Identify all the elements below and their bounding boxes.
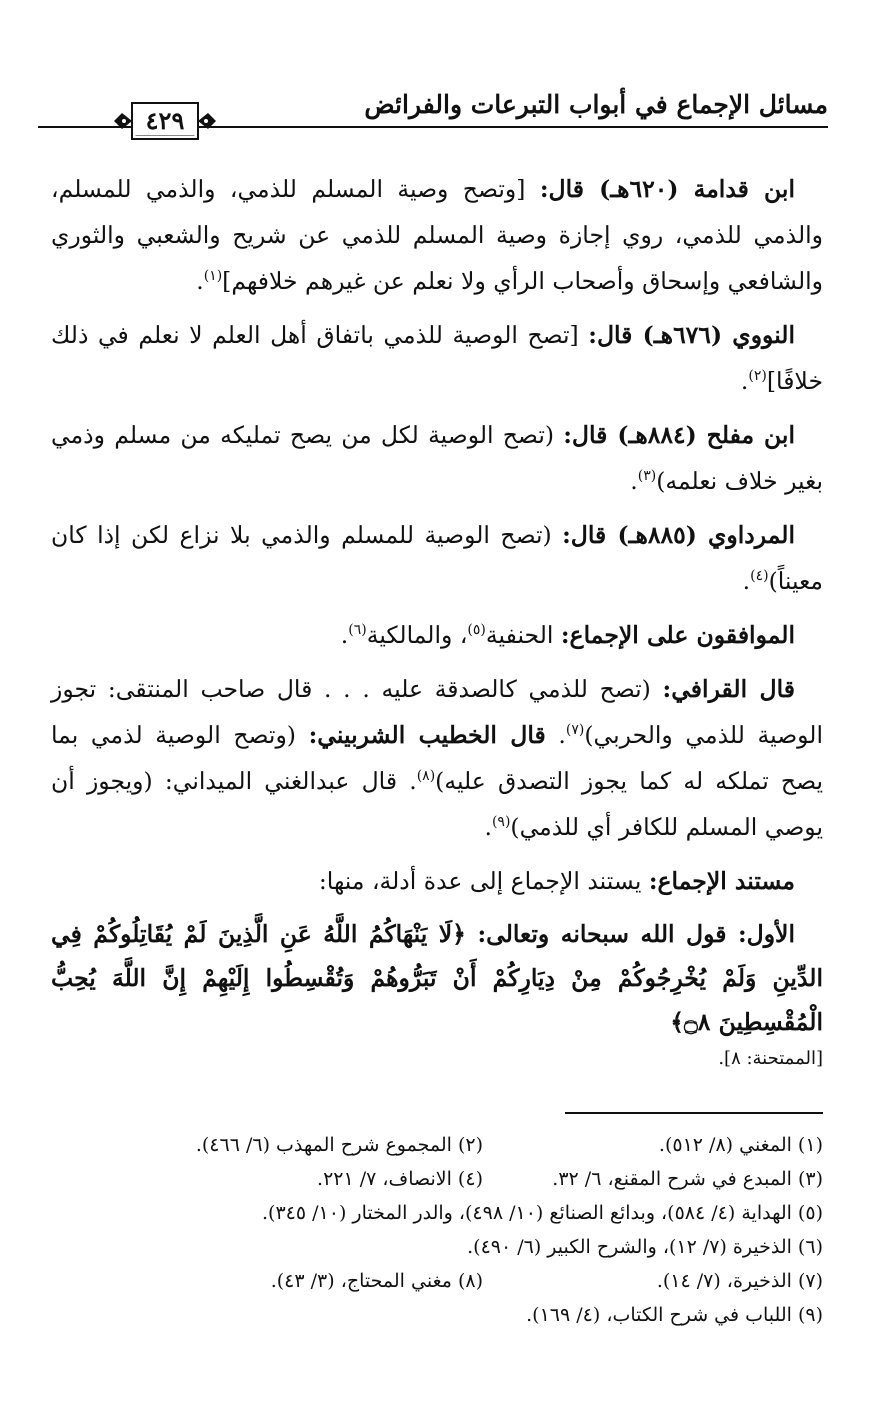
main-text — [51, 166, 823, 1074]
footnote-1: (١) المغني (٨/ ٥١٢). — [658, 1134, 823, 1156]
paragraph-agreeing-schools — [51, 612, 823, 658]
scholar-name: ابن مفلح (٨٨٤هـ) قال: — [563, 421, 795, 449]
quran-verse: ﴿لَا يَنْهَاكُمُ اللَّهُ عَنِ الَّذِينَ لَمْ يُقَاتِلُوكُمْ فِي الدِّينِ وَلَمْ يُخْرِجُوكُمْ مِنْ دِيَارِكُمْ أَنْ تَبَرُّوهُمْ وَتُقْسِطُوا إِلَيْهِمْ إِنَّ اللَّهَ يُحِبُّ الْمُقْسِطِينَ ۝٨﴾ — [51, 920, 823, 1036]
page-header — [38, 86, 828, 140]
quote-text: (تصح الوصية للمسلم والذمي بلا نزاع لكن إذا كان معيناً) — [51, 521, 823, 595]
quote-text: . قال عبدالغني الميداني: (ويجوز أن يوصي المسلم للكافر أي للذمي) — [51, 767, 823, 841]
paragraph-ibn-qudamah — [51, 166, 823, 304]
footnote-6: (٦) الذخيرة (٧/ ١٢)، والشرح الكبير (٦/ ٤٩٠). — [467, 1236, 823, 1258]
footnote-ref: (٩) — [491, 814, 511, 831]
scholar-name: قال القرافي: — [662, 675, 795, 703]
page-number: ٤٢٩ — [134, 106, 196, 135]
footnote-ref: (٣) — [637, 468, 657, 485]
footnote-ref: (٤) — [750, 568, 769, 585]
verse-citation: [الممتحنة: ٨]. — [718, 1048, 823, 1069]
scholar-name: قال الخطيب الشربيني: — [308, 721, 546, 749]
period: . — [740, 367, 749, 395]
body-text: يستند الإجماع إلى عدة أدلة، منها: — [318, 867, 649, 895]
running-title: مسائل الإجماع في أبواب التبرعات والفرائض — [364, 90, 828, 119]
footnote-row — [51, 1162, 823, 1196]
footnote-ref: (٦) — [348, 622, 367, 639]
page-number-ornament — [110, 100, 220, 142]
section-label: مستند الإجماع: — [648, 867, 795, 895]
school-hanafi: الحنفية — [485, 621, 561, 649]
paragraph-mardawi — [51, 512, 823, 604]
paragraph-qarafi — [51, 666, 823, 850]
footnote-4: (٤) الانصاف، ٧/ ٢٢١. — [317, 1168, 483, 1190]
section-label: الموافقون على الإجماع: — [560, 621, 795, 649]
footnote-ref: (٢) — [748, 368, 767, 385]
quote-text: [وتصح وصية المسلم للذمي، والذمي للمسلم، والذمي للذمي، روي إجازة وصية المسلم للذمي عن شريح والشعبي والثوري والشافعي وإسحاق وأصحاب الرأي ولا نعلم عن غيرهم خلافهم] — [51, 175, 823, 295]
period: . — [484, 813, 492, 841]
footnote-5: (٥) الهداية (٤/ ٥٨٤)، وبدائع الصنائع (١٠/ ٤٩٨)، والدر المختار (١٠/ ٣٤٥). — [261, 1202, 823, 1224]
separator: . — [545, 721, 566, 749]
paragraph-ibn-muflih — [51, 412, 823, 504]
footnote-7: (٧) الذخيرة، (٧/ ١٤). — [656, 1270, 823, 1292]
footnote-ref: (٨) — [416, 768, 436, 785]
quote-text: [تصح الوصية للذمي باتفاق أهل العلم لا نعلم في ذلك خلافًا] — [51, 321, 823, 395]
footnote-row — [51, 1128, 823, 1162]
scholar-name: ابن قدامة (٦٢٠هـ) قال: — [539, 175, 795, 203]
footnote-ref: (٧) — [565, 722, 585, 739]
footnote-9: (٩) اللباب في شرح الكتاب، (٤/ ١٦٩). — [526, 1304, 823, 1326]
period: . — [340, 621, 349, 649]
quote-text: (تصح للذمي كالصدقة عليه . . . قال صاحب المنتقى: تجوز الوصية للذمي والحربي) — [51, 675, 823, 749]
footnote-ref: (١) — [203, 268, 223, 285]
footnotes — [51, 1128, 823, 1332]
school-maliki: ، والمالكية — [366, 621, 468, 649]
period: . — [196, 267, 204, 295]
footnote-2: (٢) المجموع شرح المهذب (٦/ ٤٦٦). — [195, 1134, 483, 1156]
section-label: الأول: قول الله سبحانه وتعالى: — [477, 920, 795, 948]
quote-text: (وتصح الوصية لذمي بما يصح تملكه له كما يجوز التصدق عليه) — [51, 721, 824, 795]
paragraph-first-evidence — [51, 912, 823, 1044]
footnote-ref: (٥) — [467, 622, 486, 639]
footnote-separator — [565, 1112, 823, 1114]
scholar-name: المرداوي (٨٨٥هـ) قال: — [562, 521, 795, 549]
footnote-row — [51, 1264, 823, 1298]
paragraph-basis — [51, 858, 823, 904]
paragraph-nawawi — [51, 312, 823, 404]
footnote-8: (٨) مغني المحتاج، (٣/ ٤٣). — [270, 1270, 483, 1292]
scholar-name: النووي (٦٧٦هـ) قال: — [588, 321, 795, 349]
period: . — [630, 467, 638, 495]
period: . — [742, 567, 751, 595]
footnote-3: (٣) المبدع في شرح المقنع، ٦/ ٣٢. — [552, 1168, 823, 1190]
quote-text: (تصح الوصية لكل من يصح تمليكه من مسلم وذمي بغير خلاف نعلمه) — [51, 421, 823, 495]
